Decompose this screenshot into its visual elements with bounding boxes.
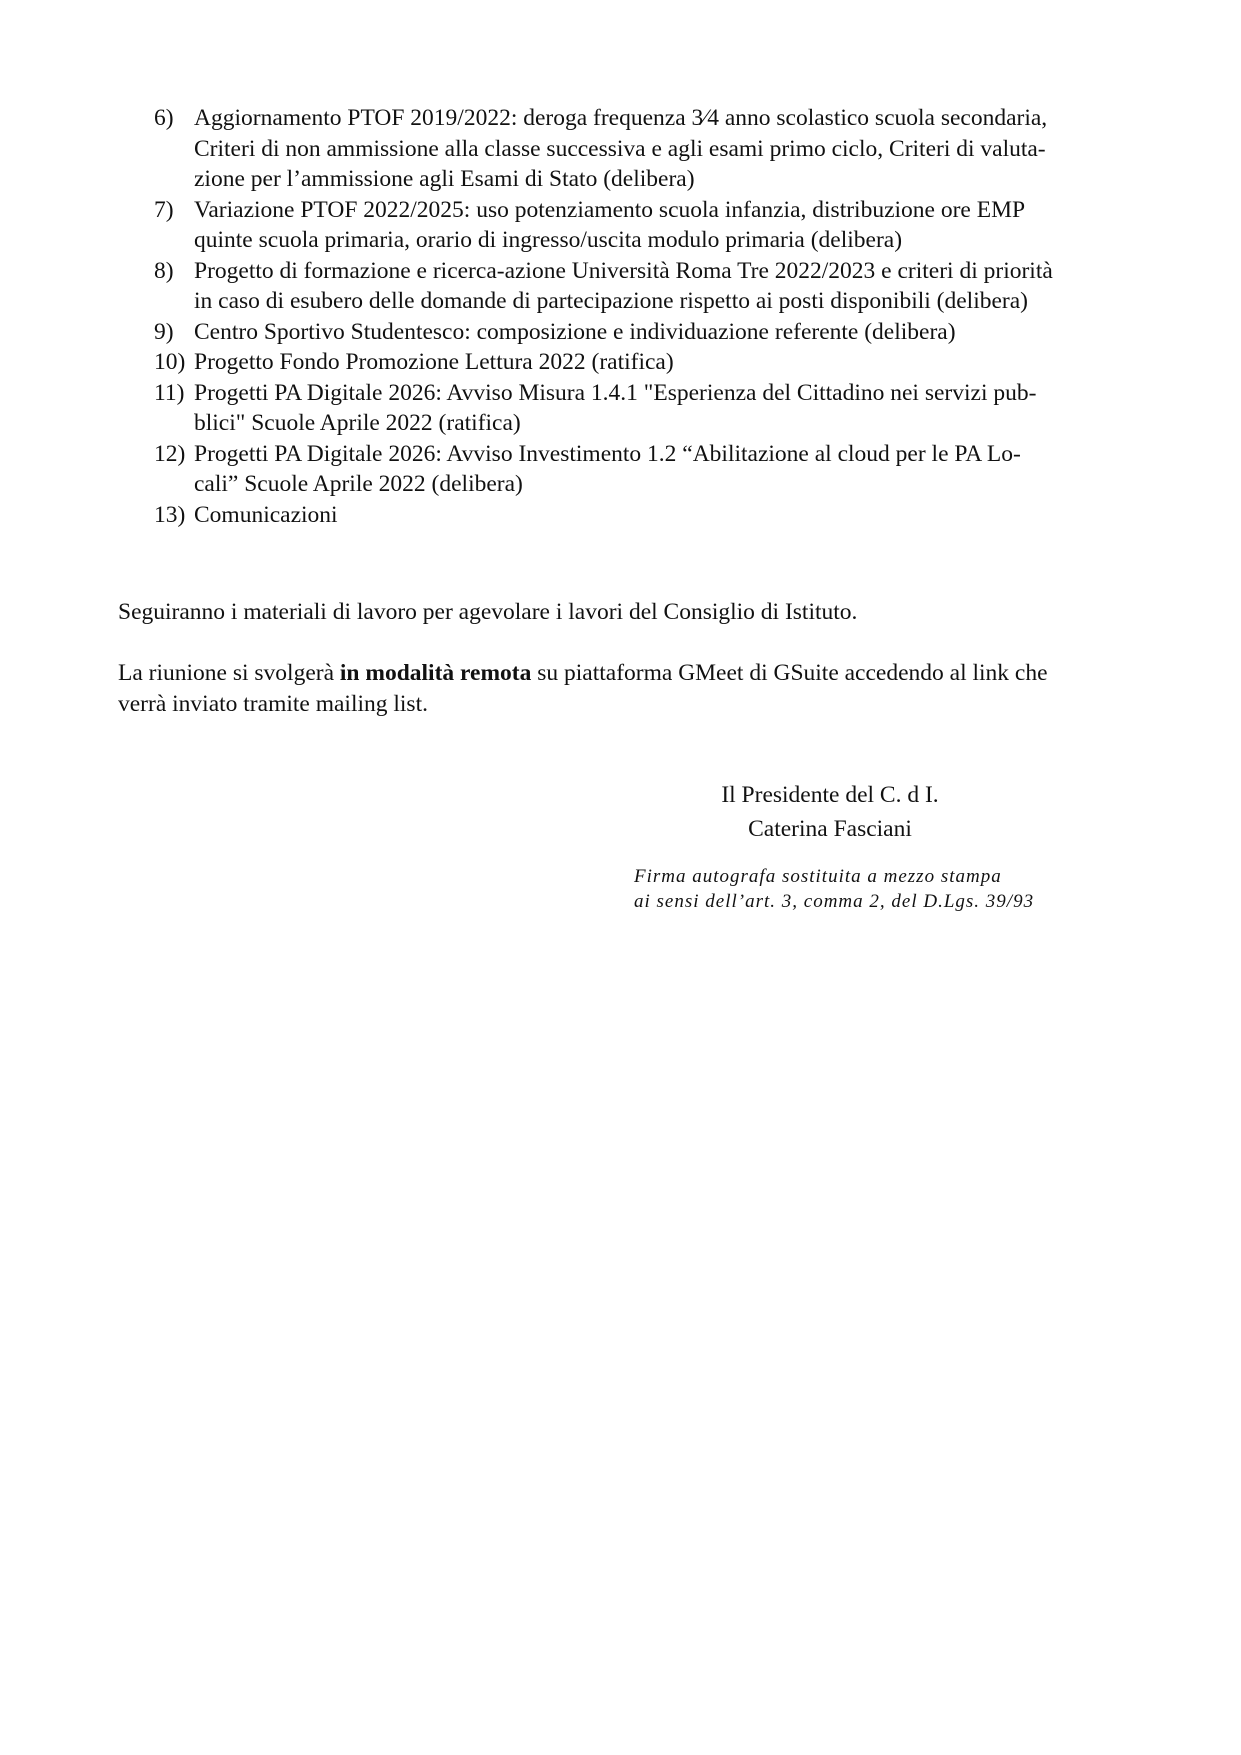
agenda-item-line: cali” Scuole Aprile 2022 (delibera) xyxy=(194,471,523,497)
agenda-item-line: in caso di esubero delle domande di partecipazione rispetto ai posti disponibili (delibera) xyxy=(194,288,1028,314)
agenda-item-9 xyxy=(154,317,1129,348)
agenda-item-number: 7) xyxy=(154,196,174,223)
agenda-item-number: 6) xyxy=(154,105,174,131)
materials-paragraph: Seguiranno i materiali di lavoro per agevolare i lavori del Consiglio di Istituto. xyxy=(118,599,858,625)
agenda-item-line: Centro Sportivo Studentesco: composizione e individuazione referente (delibera) xyxy=(194,318,956,345)
signature-block xyxy=(620,778,1040,846)
agenda-item-number: 11) xyxy=(154,379,185,406)
agenda-item-7 xyxy=(154,195,1129,256)
agenda-item-line: zione per l’ammissione agli Esami di Stato (delibera) xyxy=(194,166,695,192)
agenda-item-text xyxy=(194,195,1129,256)
agenda-item-line: Progetto Fondo Promozione Lettura 2022 (ratifica) xyxy=(194,349,674,375)
agenda-item-number: 10) xyxy=(154,349,186,375)
agenda-list xyxy=(154,103,1129,530)
agenda-item-text xyxy=(194,347,1129,378)
meeting-text-after: su piattaforma GMeet di GSuite accedendo al link che xyxy=(531,660,1048,686)
agenda-item-line: Aggiornamento PTOF 2019/2022: deroga frequenza 3⁄4 anno scolastico scuola secondaria, xyxy=(194,105,1048,131)
agenda-item-line: blici" Scuole Aprile 2022 (ratifica) xyxy=(194,410,521,436)
agenda-item-line: Progetti PA Digitale 2026: Avviso Misura 1.4.1 "Esperienza del Cittadino nei servizi pub- xyxy=(194,379,1037,406)
agenda-item-text xyxy=(194,439,1129,500)
agenda-item-line: Progetto di formazione e ricerca-azione Università Roma Tre 2022/2023 e criteri di priorità xyxy=(194,257,1053,284)
agenda-item-line: Criteri di non ammissione alla classe successiva e agli esami primo ciclo, Criteri di valuta- xyxy=(194,135,1046,162)
agenda-item-number: 13) xyxy=(154,501,186,528)
agenda-item-text xyxy=(194,317,1129,348)
meeting-text-before: La riunione si svolgerà xyxy=(118,660,340,686)
agenda-item-10 xyxy=(154,347,1129,378)
meeting-paragraph xyxy=(118,658,1128,719)
agenda-item-number: 8) xyxy=(154,257,174,284)
agenda-item-11 xyxy=(154,378,1129,439)
signature-title: Il Presidente del C. d I. xyxy=(721,782,939,808)
agenda-item-text xyxy=(194,378,1129,439)
meeting-text-line2: verrà inviato tramite mailing list. xyxy=(118,690,428,717)
agenda-item-12 xyxy=(154,439,1129,500)
signature-note-line1: Firma autografa sostituita a mezzo stampa xyxy=(634,866,1002,887)
agenda-item-line: Comunicazioni xyxy=(194,501,338,528)
agenda-item-13 xyxy=(154,500,1129,531)
agenda-item-number: 12) xyxy=(154,440,186,467)
signature-legal-note xyxy=(634,864,1094,914)
agenda-item-line: Variazione PTOF 2022/2025: uso potenziamento scuola infanzia, distribuzione ore EMP xyxy=(194,196,1026,223)
agenda-item-text xyxy=(194,500,1129,531)
agenda-item-line: quinte scuola primaria, orario di ingresso/uscita modulo primaria (delibera) xyxy=(194,227,903,253)
agenda-item-text xyxy=(194,256,1129,317)
agenda-item-8 xyxy=(154,256,1129,317)
meeting-mode-emphasis: in modalità remota xyxy=(339,660,532,686)
signature-note-line2: ai sensi dell’art. 3, comma 2, del D.Lgs. 39/93 xyxy=(634,891,1035,912)
agenda-item-6 xyxy=(154,103,1129,195)
agenda-item-line: Progetti PA Digitale 2026: Avviso Investimento 1.2 “Abilitazione al cloud per le PA Lo- xyxy=(194,440,1021,467)
signature-name: Caterina Fasciani xyxy=(748,816,912,842)
agenda-item-number: 9) xyxy=(154,318,174,345)
agenda-item-text xyxy=(194,103,1129,195)
